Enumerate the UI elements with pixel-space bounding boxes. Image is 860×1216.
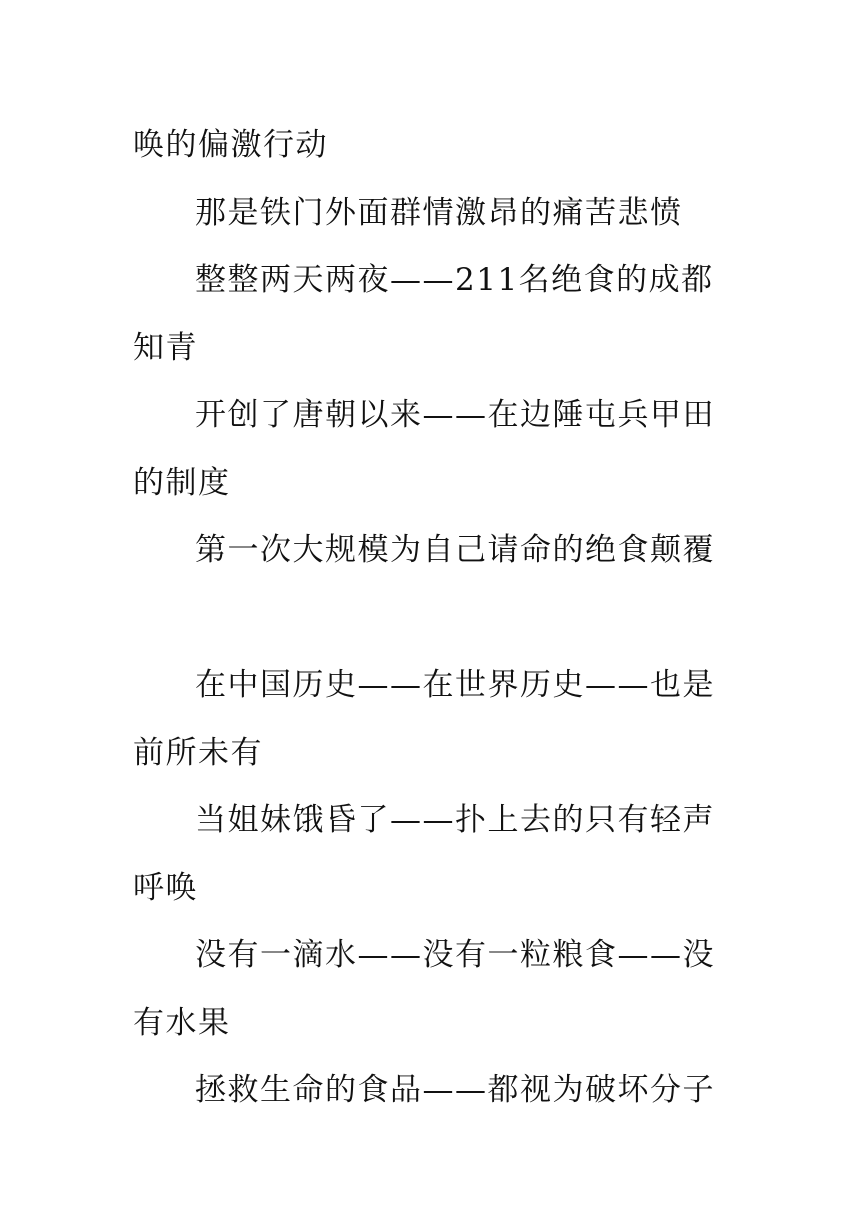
poem-line: 那是铁门外面群情激昂的痛苦悲愤 [195, 194, 683, 231]
poem-line: 拯救生命的食品——都视为破坏分子 [195, 1072, 715, 1108]
poem-line: 当姐妹饿昏了——扑上去的只有轻声呼唤 [133, 802, 715, 906]
poem-line: 没有一滴水——没有一粒粮食——没有水果 [133, 937, 715, 1041]
stanza-break [133, 585, 733, 653]
poem-line: 第一次大规模为自己请命的绝食颠覆 [195, 532, 715, 568]
poem-line: 整整两天两夜——211名绝食的成都知青 [133, 262, 714, 366]
poem-text-body [133, 112, 733, 1125]
poem-line-continuation: 唤的偏激行动 [133, 127, 328, 163]
poem-line: 在中国历史——在世界历史——也是前所未有 [133, 667, 715, 771]
poem-line: 开创了唐朝以来——在边陲屯兵甲田的制度 [133, 397, 715, 501]
